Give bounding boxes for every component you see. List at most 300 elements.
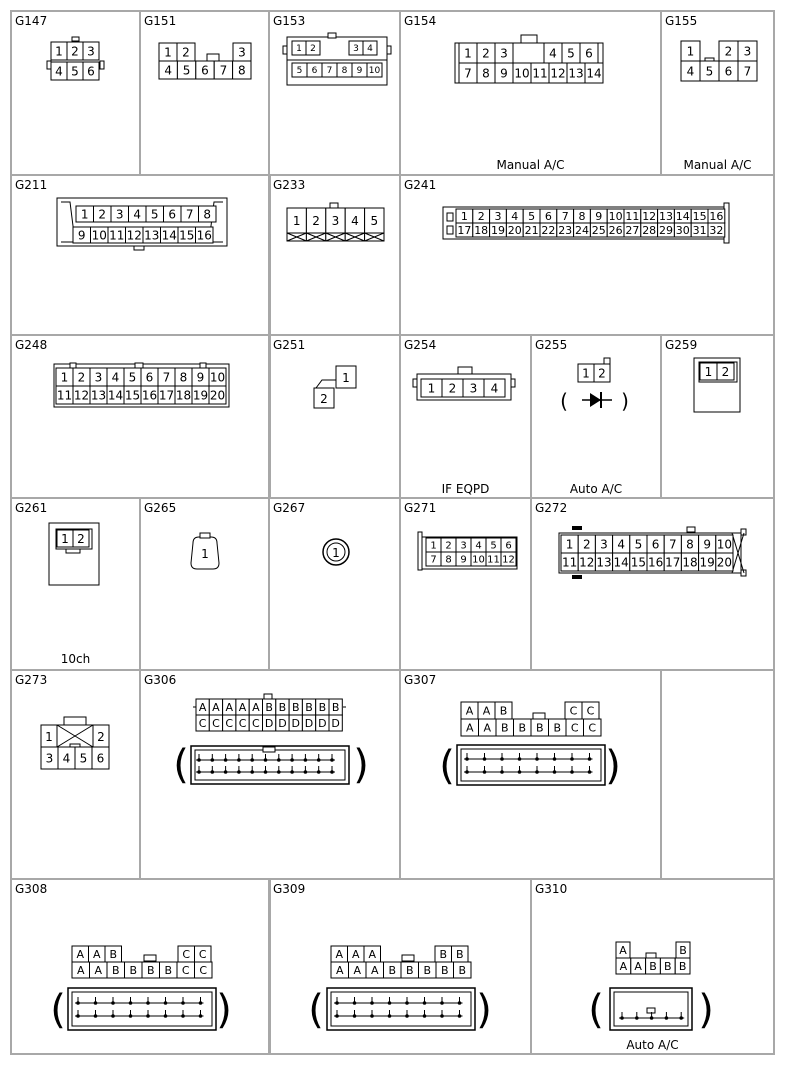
pin-label: 20 (507, 223, 522, 237)
pin-label: 2 (721, 364, 730, 379)
pin-label: 2 (71, 44, 79, 59)
g308-connector (12, 880, 273, 1057)
pin-label: 30 (675, 223, 690, 237)
pin-label: 19 (192, 388, 209, 403)
pin-label: 6 (311, 66, 318, 77)
pin-label: 15 (630, 555, 647, 570)
connector-label: G151 (144, 14, 177, 28)
pin-label: A (238, 700, 247, 714)
pin-label: 14 (613, 555, 629, 570)
g273-connector (12, 671, 143, 882)
pin-label: D (331, 716, 340, 730)
pin-label: B (111, 963, 120, 977)
g147-connector (12, 12, 143, 178)
pin-label: 8 (203, 207, 212, 222)
pin-label: 14 (675, 209, 690, 223)
pin-label: A (619, 943, 627, 957)
pin-label: 8 (578, 209, 586, 223)
pin-label: C (252, 716, 260, 730)
pin-label: 4 (549, 46, 557, 61)
cell-g308 (10, 878, 271, 1055)
pin-label: B (331, 700, 340, 714)
pin-label: D (318, 716, 327, 730)
g255-connector (532, 336, 664, 501)
pin-label: 4 (490, 381, 499, 396)
pin-label: 2 (77, 370, 86, 385)
pin-label: 10 (608, 209, 623, 223)
connector-label: G273 (15, 673, 48, 687)
pin-label: 12 (642, 209, 657, 223)
g310-connector (532, 880, 777, 1057)
pin-label: A (465, 721, 474, 735)
connector-label: G251 (273, 338, 306, 352)
pin-label: 2 (312, 213, 320, 228)
pin-label: B (405, 963, 414, 977)
connector-label: G310 (535, 882, 568, 896)
cell-g151 (139, 10, 270, 176)
pin-label: 1 (342, 371, 350, 385)
pin-label: 7 (185, 207, 194, 222)
connector-label: G155 (665, 14, 698, 28)
paren-close: ) (216, 987, 232, 1033)
pin-label: 32 (709, 223, 724, 237)
pin-label: A (225, 700, 234, 714)
pin-label: 11 (56, 388, 73, 403)
pin-label: 3 (94, 370, 103, 385)
pin-label: 10 (716, 537, 733, 552)
pin-label: 18 (682, 555, 698, 570)
pin-label: 2 (310, 44, 316, 55)
diode-icon (582, 392, 612, 408)
connector-label: G147 (15, 14, 48, 28)
pin-label: B (305, 700, 313, 714)
cell-g255 (530, 334, 662, 499)
pin-label: 8 (445, 554, 452, 566)
pin-label: A (198, 700, 207, 714)
pin-label: B (318, 700, 327, 714)
pin-label: 8 (686, 537, 694, 552)
pin-label: 12 (579, 555, 595, 570)
pin-label: 2 (724, 44, 733, 59)
connector-label: G255 (535, 338, 568, 352)
paren-open: ( (560, 389, 568, 413)
pin-label: 12 (502, 554, 515, 566)
pin-label: B (679, 943, 687, 957)
pin-label: 5 (71, 64, 79, 79)
pin-label: 6 (201, 63, 209, 78)
pin-label: 5 (128, 370, 137, 385)
pin-label: 5 (705, 64, 714, 79)
pin-label: C (212, 716, 220, 730)
pin-label: C (569, 704, 578, 718)
pin-label: B (664, 959, 672, 973)
connector-label: G271 (404, 501, 437, 515)
pin-label: 9 (196, 370, 205, 385)
pin-label: B (500, 721, 509, 735)
connector-label: G306 (144, 673, 177, 687)
cell-g233 (268, 174, 401, 336)
pin-label: 13 (144, 228, 160, 243)
pin-label: 14 (586, 66, 602, 81)
pin-label: B (388, 963, 397, 977)
paren-open: ( (588, 987, 604, 1033)
pin-label: 24 (575, 223, 589, 237)
pin-label: 5 (634, 537, 643, 552)
pin-label: B (291, 700, 300, 714)
cell-g147 (10, 10, 141, 176)
pin-label: B (440, 963, 449, 977)
pin-label: 3 (87, 44, 95, 59)
paren-close: ) (698, 987, 714, 1033)
pin-label: B (439, 947, 448, 961)
pin-label: 2 (320, 392, 328, 406)
pin-label: 10 (472, 554, 485, 566)
g267-connector (270, 499, 403, 673)
pin-label: 17 (457, 223, 472, 237)
pin-label: A (335, 963, 344, 977)
pin-label: 3 (45, 751, 54, 766)
cell-g261 (10, 497, 141, 671)
pin-label: D (304, 716, 314, 730)
pin-label: 1 (296, 44, 302, 55)
pin-label: B (146, 963, 155, 977)
cell-g241 (399, 174, 775, 336)
pin-label: C (199, 963, 208, 977)
connector-label: G267 (273, 501, 306, 515)
pin-label: 11 (487, 554, 500, 566)
cell-g259 (660, 334, 775, 499)
pin-label: A (368, 947, 377, 961)
pin-label: 2 (77, 531, 85, 546)
pin-label: B (109, 947, 118, 961)
pin-label: 11 (532, 66, 548, 81)
pin-label: 1 (164, 45, 172, 60)
pin-label: 7 (668, 537, 677, 552)
pin-label: 3 (500, 46, 508, 61)
pin-label: 8 (482, 66, 490, 81)
g248-connector (12, 336, 273, 501)
g254-connector (401, 336, 534, 501)
pin-label: 12 (126, 228, 142, 243)
pin-label: 15 (179, 228, 195, 243)
pin-label: 17 (158, 388, 175, 403)
g307-connector (401, 671, 664, 882)
pin-label: 19 (699, 555, 715, 570)
pin-label: 5 (528, 209, 536, 223)
g154-connector (401, 12, 664, 178)
pin-label: 4 (62, 751, 71, 766)
g310-terminal-view (610, 988, 692, 1030)
pin-label: 1 (292, 213, 301, 228)
pin-label: 4 (351, 213, 359, 228)
pin-label: 16 (647, 555, 664, 570)
pin-label: 19 (491, 223, 505, 237)
connector-label: G309 (273, 882, 306, 896)
g306-terminal-view (191, 746, 349, 784)
pin-label: B (458, 963, 467, 977)
pin-label: 3 (600, 537, 608, 552)
connector-label: G259 (665, 338, 698, 352)
pin-label: 1 (60, 370, 69, 385)
pin-label: 4 (475, 540, 482, 552)
pin-label: B (518, 721, 527, 735)
pin-label: C (588, 721, 597, 735)
pin-label: 18 (175, 388, 192, 403)
pin-label: 26 (608, 223, 623, 237)
pin-label: D (291, 716, 300, 730)
pin-label: 27 (625, 223, 640, 237)
pin-label: 9 (500, 66, 508, 81)
pin-label: 25 (591, 223, 606, 237)
cell-g272 (530, 497, 775, 671)
pin-label: 7 (219, 63, 228, 78)
g155-connector (662, 12, 777, 178)
pin-label: A (92, 947, 101, 961)
g241-connector (401, 176, 777, 338)
cell-g153 (268, 10, 401, 176)
pin-label: 3 (494, 209, 502, 223)
pin-label: 6 (544, 209, 552, 223)
pin-label: 11 (625, 209, 640, 223)
pin-label: 3 (115, 207, 124, 222)
pin-label: 6 (96, 751, 105, 766)
cell-g211 (10, 174, 271, 336)
pin-label: A (353, 963, 362, 977)
pin-label: 7 (561, 209, 569, 223)
g251-connector (270, 336, 403, 501)
connector-label: G211 (15, 178, 48, 192)
pin-label: 3 (238, 45, 246, 60)
g261-connector (12, 499, 143, 673)
pin-label: 12 (550, 66, 566, 81)
g259-connector (662, 336, 777, 501)
pin-label: 6 (724, 64, 733, 79)
pin-label: 20 (716, 555, 733, 570)
pin-label: 1 (61, 531, 69, 546)
pin-label: 1 (565, 537, 574, 552)
pin-label: 15 (692, 209, 707, 223)
pin-label: 4 (367, 44, 373, 55)
pin-label: 4 (511, 209, 519, 223)
pin-label: 13 (90, 388, 107, 403)
pin-label: 14 (107, 388, 124, 403)
pin-label: B (535, 721, 544, 735)
connector-note: Manual A/C (496, 158, 565, 172)
paren-open: ( (173, 742, 189, 788)
pin-label: 11 (109, 228, 125, 243)
pin-label: 28 (642, 223, 657, 237)
connector-label: G308 (15, 882, 48, 896)
pin-label: C (586, 704, 595, 718)
pin-label: A (465, 704, 474, 718)
pin-label: 1 (427, 381, 436, 396)
connector-label: G233 (273, 178, 306, 192)
connector-label: G307 (404, 673, 437, 687)
pin-label: B (423, 963, 432, 977)
pin-label: 8 (341, 66, 348, 77)
pin-label: 7 (162, 370, 171, 385)
pin-label: 4 (55, 64, 63, 79)
pin-label: A (482, 704, 491, 718)
paren-close: ) (605, 743, 621, 789)
g309-terminal-view (327, 988, 475, 1030)
pin-label: C (238, 716, 247, 730)
pin-label: 7 (743, 64, 752, 79)
connector-note: Manual A/C (683, 158, 752, 172)
paren-close: ) (353, 742, 369, 788)
g211-connector (12, 176, 273, 338)
connector-label: G248 (15, 338, 48, 352)
connector-label: G261 (15, 501, 48, 515)
pin-label: 5 (490, 540, 497, 552)
pin-label: B (265, 700, 273, 714)
pin-label: A (335, 947, 344, 961)
pin-label: 1 (55, 44, 63, 59)
pin-label: 5 (79, 751, 88, 766)
pin-label: 9 (595, 209, 603, 223)
cell-g271 (399, 497, 532, 671)
pin-label: 6 (145, 370, 154, 385)
pin-label: 16 (709, 209, 724, 223)
pin-label: 15 (124, 388, 141, 403)
g307-terminal-view (457, 745, 605, 785)
cell-g310 (530, 878, 775, 1055)
pin-label: 9 (356, 66, 363, 77)
pin-label: B (649, 959, 657, 973)
pin-label: A (634, 959, 642, 973)
pin-label: 9 (460, 554, 467, 566)
pin-label: C (225, 716, 234, 730)
pin-label: 1 (704, 364, 713, 379)
pin-label: 17 (665, 555, 681, 570)
paren-close: ) (621, 389, 629, 413)
pin-label: 16 (141, 388, 158, 403)
pin-label: 13 (659, 209, 673, 223)
connector-note: Auto A/C (626, 1038, 679, 1052)
cell-g254 (399, 334, 532, 499)
pin-label: 3 (460, 540, 467, 552)
g308-terminal-view (68, 988, 216, 1030)
cell-g251 (268, 334, 401, 499)
pin-label: 2 (98, 207, 107, 222)
pin-label: B (499, 704, 508, 718)
connector-label: G254 (404, 338, 437, 352)
pin-label: 5 (150, 207, 159, 222)
pin-label: 6 (505, 540, 512, 552)
cell-g248 (10, 334, 271, 499)
pin-label: 4 (133, 207, 142, 222)
pin-label: C (570, 721, 579, 735)
pin-label: 18 (474, 223, 489, 237)
pin-label: 2 (482, 46, 490, 61)
paren-open: ( (50, 987, 66, 1033)
pin-label: A (483, 721, 492, 735)
connector-note: IF EQPD (441, 482, 490, 496)
pin-label: 4 (617, 537, 626, 552)
pin-label: A (370, 963, 379, 977)
pin-label: 1 (464, 46, 472, 61)
pin-label: 20 (209, 388, 226, 403)
pin-label: A (76, 947, 85, 961)
pin-label: A (252, 700, 260, 714)
pin-label: 8 (179, 370, 188, 385)
connector-label: G241 (404, 178, 437, 192)
pin-label: 3 (353, 44, 359, 55)
pin-label: 21 (524, 223, 539, 237)
pin-label: 4 (111, 370, 120, 385)
pin-label: 1 (80, 207, 89, 222)
pin-label: 16 (196, 228, 212, 243)
cell-g309 (268, 878, 532, 1055)
connector-label: G154 (404, 14, 437, 28)
connector-label: G272 (535, 501, 568, 515)
g233-connector (270, 176, 403, 338)
pin-label: 6 (168, 207, 177, 222)
pin-label: 22 (541, 223, 556, 237)
pin-label: 3 (743, 44, 752, 59)
pin-label: 5 (567, 46, 575, 61)
pin-label: 14 (161, 228, 177, 243)
pin-label: 2 (448, 381, 457, 396)
pin-label: 31 (692, 223, 707, 237)
pin-label: A (76, 963, 85, 977)
pin-label: 7 (326, 66, 333, 77)
cell-g273 (10, 669, 141, 880)
pin-label: 12 (73, 388, 90, 403)
connector-note: Auto A/C (569, 482, 623, 496)
pin-label: 2 (598, 366, 606, 381)
pin-label: 9 (703, 537, 712, 552)
pin-label: C (198, 716, 207, 730)
cell-g307 (399, 669, 662, 880)
pin-label: D (264, 716, 274, 730)
pin-label: A (212, 700, 220, 714)
pin-label: 6 (585, 46, 593, 61)
connector-label: G153 (273, 14, 306, 28)
pin-label: 1 (430, 540, 437, 552)
pin-label: 1 (582, 366, 590, 381)
cell-g265 (139, 497, 270, 671)
pin-label: 1 (686, 44, 695, 59)
pin-label: D (278, 716, 287, 730)
pin-label: 23 (558, 223, 573, 237)
pin-label: B (455, 947, 464, 961)
pin-label: C (181, 963, 190, 977)
pin-label: 4 (164, 63, 173, 78)
g151-connector (141, 12, 272, 178)
g153-connector (270, 12, 403, 178)
pin-label: C (182, 947, 191, 961)
pin-label: A (94, 963, 103, 977)
pin-label: 3 (331, 213, 340, 228)
connector-label: G265 (144, 501, 177, 515)
pin-label: 10 (209, 370, 226, 385)
pin-label: 4 (686, 64, 695, 79)
pin-label: 2 (445, 540, 452, 552)
pin-label: 6 (87, 64, 95, 79)
cell-g155 (660, 10, 775, 176)
pin-label: 1 (332, 546, 340, 560)
pin-label: 7 (464, 66, 472, 81)
pin-label: B (278, 700, 287, 714)
pin-label: A (351, 947, 360, 961)
g306-connector (141, 671, 403, 882)
pin-label: 10 (514, 66, 530, 81)
g309-connector (270, 880, 534, 1057)
pin-label: 2 (582, 537, 591, 552)
cell-g154 (399, 10, 662, 176)
pin-label: B (678, 959, 687, 973)
